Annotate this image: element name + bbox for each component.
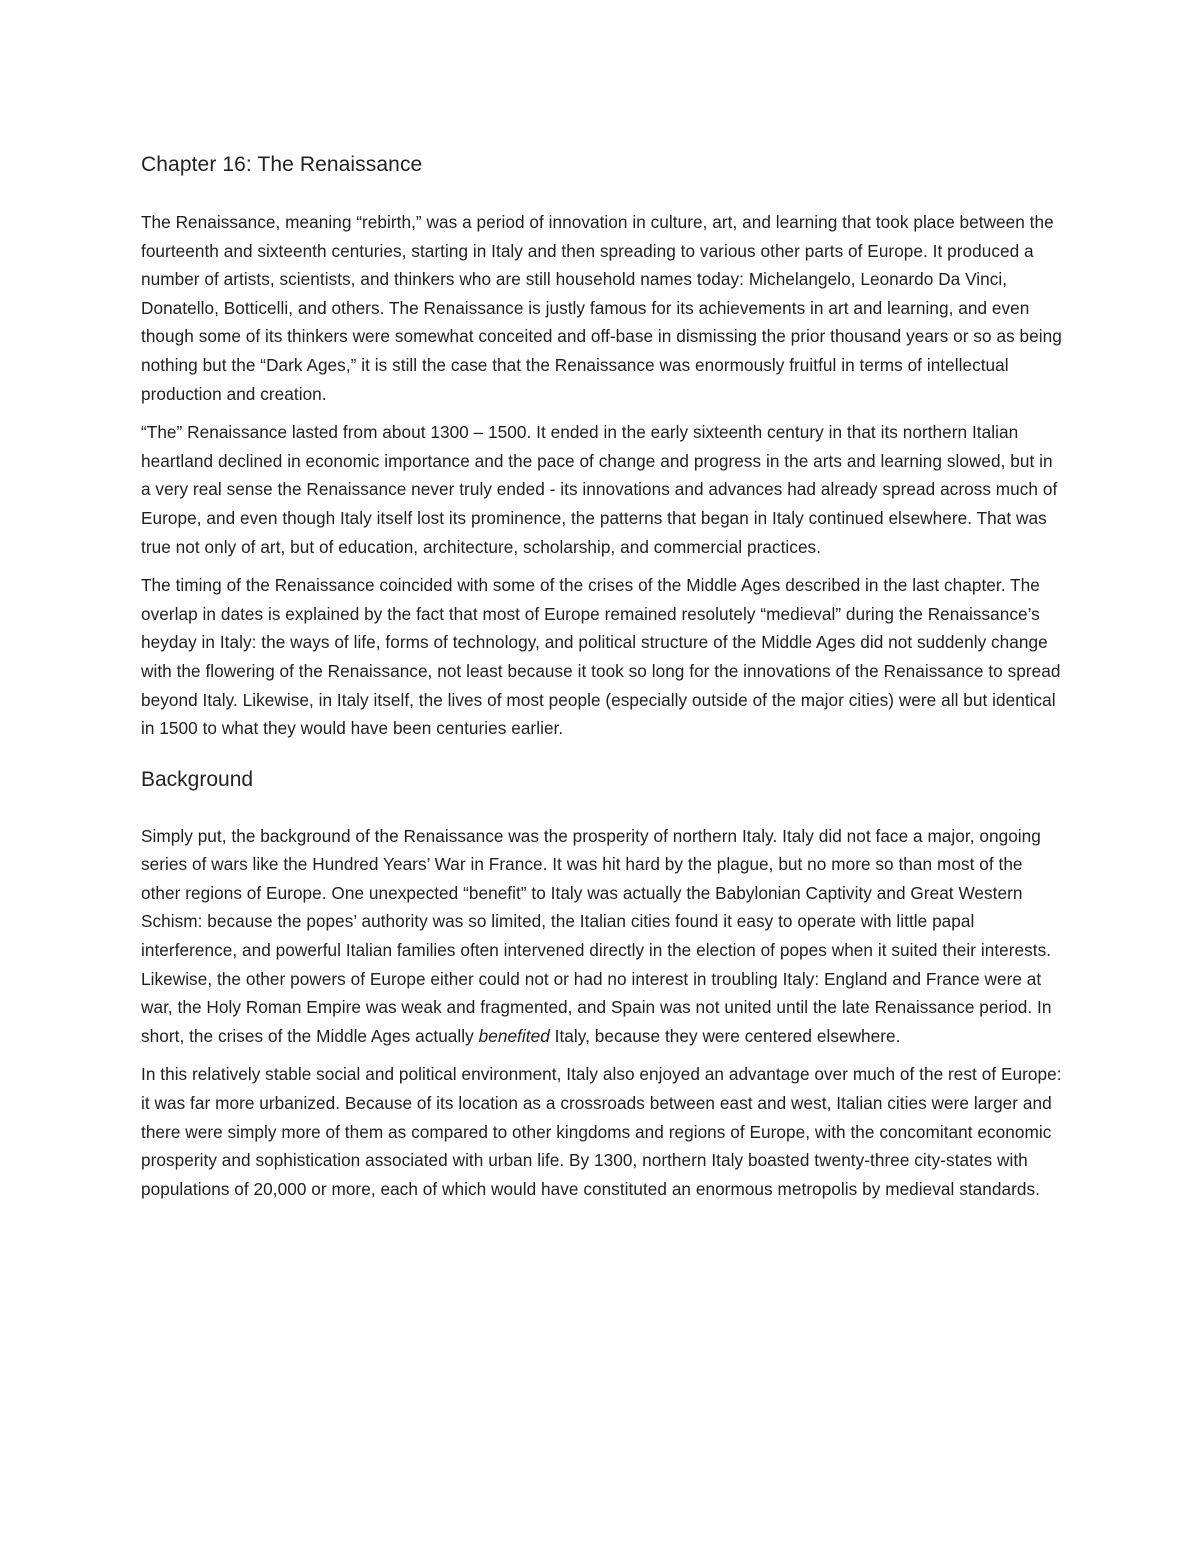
document-page bbox=[141, 150, 1066, 1213]
paragraph-intro-2: “The” Renaissance lasted from about 1300 – 1500. It ended in the early sixteenth century in that its northern Italian heartland declined in economic importance and the pace of change and progress in the arts and learning slowed, but in a very real sense the Renaissance never truly ended - its innovations and advances had already spread across much of Europe, and even though Italy itself lost its prominence, the patterns that began in Italy continued elsewhere. That was true not only of art, but of education, architecture, scholarship, and commercial practices. bbox=[141, 422, 1058, 557]
paragraph-background-1 bbox=[141, 822, 1066, 1051]
paragraph-background-2: In this relatively stable social and political environment, Italy also enjoyed an advantage over much of the rest of Europe: it was far more urbanized. Because of its location as a crossroads between east and west, Italian cities were larger and there were simply more of them as compared to other kingdoms and regions of Europe, with the concomitant economic prosperity and sophistication associated with urban life. By 1300, northern Italy boasted twenty-three city-states with populations of 20,000 or more, each of which would have constituted an enormous metropolis by medieval standards. bbox=[141, 1064, 1062, 1199]
paragraph-background-1-text-a: Simply put, the background of the Renaissance was the prosperity of northern Italy. Italy did not face a major, ongoing series of wars like the Hundred Years’ War in France. It was hit hard by the plague, but no more so than most of the other regions of Europe. One unexpected “benefit” to Italy was actually the Babylonian Captivity and Great Western Schism: because the popes’ authority was so limited, the Italian cities found it easy to operate with little papal interference, and powerful Italian families often intervened directly in the election of popes when it suited their interests. Likewise, the other powers of Europe either could not or had no interest in troubling Italy: England and France were at war, the Holy Roman Empire was weak and fragmented, and Spain was not united until the late Renaissance period. In short, the crises of the Middle Ages actually bbox=[141, 825, 1052, 1046]
emphasis-benefited: benefited bbox=[478, 1025, 550, 1046]
section-heading-background: Background bbox=[141, 767, 254, 791]
paragraph-intro-1: The Renaissance, meaning “rebirth,” was a period of innovation in culture, art, and learning that took place between the fourteenth and sixteenth centuries, starting in Italy and then spreading to various other parts of Europe. It produced a number of artists, scientists, and thinkers who are still household names today: Michelangelo, Leonardo Da Vinci, Donatello, Botticelli, and others. The Renaissance is justly famous for its achievements in art and learning, and even though some of its thinkers were somewhat conceited and off-base in dismissing the prior thousand years or so as being nothing but the “Dark Ages,” it is still the case that the Renaissance was enormously fruitful in terms of intellectual production and creation. bbox=[141, 212, 1062, 404]
paragraph-background-1-text-b: Italy, because they were centered elsewhere. bbox=[549, 1025, 901, 1046]
chapter-title: Chapter 16: The Renaissance bbox=[141, 153, 423, 176]
paragraph-intro-3: The timing of the Renaissance coincided with some of the crises of the Middle Ages described in the last chapter. The overlap in dates is explained by the fact that most of Europe remained resolutely “medieval” during the Renaissance’s heyday in Italy: the ways of life, forms of technology, and political structure of the Middle Ages did not suddenly change with the flowering of the Renaissance, not least because it took so long for the innovations of the Renaissance to spread beyond Italy. Likewise, in Italy itself, the lives of most people (especially outside of the major cities) were all but identical in 1500 to what they would have been centuries earlier. bbox=[141, 575, 1061, 739]
